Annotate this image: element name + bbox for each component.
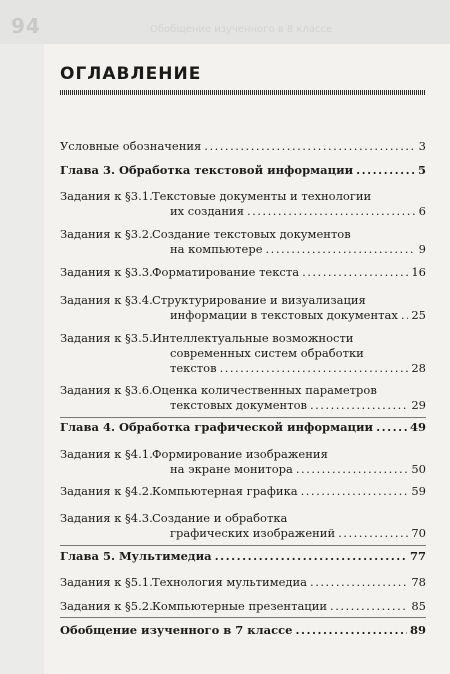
divider <box>60 417 426 418</box>
dot-leader <box>401 308 409 323</box>
toc-entry-page: 3 <box>418 139 426 153</box>
dot-leader <box>310 398 408 413</box>
toc-entry-title: Создание текстовых документов <box>152 227 351 241</box>
toc-entry-title: Глава 5. Мультимедиа <box>60 549 212 563</box>
toc-entry-title: Компьютерные презентации <box>152 599 328 613</box>
dot-leader <box>266 242 416 257</box>
toc-entry-page: 25 <box>411 308 426 322</box>
toc-entry-title: Формирование изображения <box>152 447 328 461</box>
toc-entry-page: 29 <box>411 398 426 412</box>
dot-leader <box>376 420 407 435</box>
toc-entry-page: 9 <box>418 242 426 256</box>
toc-entry-prefix: Задания к §5.2. <box>60 599 153 613</box>
toc-entry-page: 78 <box>411 575 426 589</box>
dot-leader <box>247 204 416 219</box>
dot-leader <box>356 163 415 178</box>
toc-entry-title: Обобщение изученного в 7 классе <box>60 623 293 637</box>
page-header <box>0 0 450 44</box>
toc-entry-prefix: Задания к §4.3. <box>60 511 153 525</box>
toc-entry-page: 89 <box>409 623 426 637</box>
toc-entry-page: 5 <box>417 163 426 177</box>
page-number: 94 <box>11 14 41 38</box>
toc-entry-page: 59 <box>411 484 426 498</box>
toc-entry-title: Условные обозначения <box>60 139 202 153</box>
toc-entry-page: 16 <box>411 265 426 279</box>
dot-leader <box>204 139 415 154</box>
toc-entry-title: графических изображений <box>170 526 336 540</box>
toc-entry-prefix: Задания к §3.3. <box>60 265 153 279</box>
dot-leader <box>296 462 409 477</box>
toc-entry-title: на экране монитора <box>170 462 293 476</box>
running-head: Обобщение изученного в 8 классе <box>150 24 333 35</box>
toc-entry-page: 70 <box>411 526 426 540</box>
dot-leader <box>310 575 408 590</box>
dot-leader <box>295 623 407 638</box>
toc-entry-title: современных систем обработки <box>170 346 364 360</box>
toc-entry-page: 28 <box>411 361 426 375</box>
dot-leader <box>220 361 409 376</box>
toc-entry-title: текстовых документов <box>170 398 307 412</box>
toc-entry-title: информации в текстовых документах <box>170 308 398 322</box>
toc-entry-prefix: Задания к §5.1. <box>60 575 153 589</box>
toc-entry-title: Структурирование и визуализация <box>152 293 366 307</box>
toc-entry-prefix: Задания к §4.2. <box>60 484 153 498</box>
toc-entry-title: Компьютерная графика <box>152 484 298 498</box>
toc-entry-page: 6 <box>418 204 426 218</box>
toc-entry-prefix: Задания к §3.1. <box>60 189 153 203</box>
page-title: ОГЛАВЛЕНИЕ <box>60 64 202 84</box>
toc-entry-title: Глава 4. Обработка графической информации <box>60 420 374 434</box>
dot-leader <box>301 484 409 499</box>
toc-entry-prefix: Задания к §3.2. <box>60 227 153 241</box>
toc-entry-page: 50 <box>411 462 426 476</box>
toc-entry-title: Оценка количественных параметров <box>152 383 377 397</box>
title-rule <box>60 90 426 95</box>
left-margin-strip <box>0 44 44 674</box>
toc-entry-prefix: Задания к §4.1. <box>60 447 153 461</box>
toc-entry-page: 85 <box>411 599 426 613</box>
divider <box>60 545 426 546</box>
dot-leader <box>215 549 407 564</box>
toc-entry-prefix: Задания к §3.5. <box>60 331 153 345</box>
dot-leader <box>302 265 408 280</box>
dot-leader <box>338 526 408 541</box>
toc-entry-title: Глава 3. Обработка текстовой информации <box>60 163 354 177</box>
toc-entry-title: текстов <box>170 361 217 375</box>
toc-entry-page: 49 <box>409 420 426 434</box>
toc-entry-title: Технология мультимедиа <box>152 575 308 589</box>
divider <box>60 617 426 618</box>
toc-entry-title: их создания <box>170 204 244 218</box>
toc-entry-title: Интеллектуальные возможности <box>152 331 354 345</box>
toc-entry-title: Текстовые документы и технологии <box>152 189 372 203</box>
toc-entry-page: 77 <box>409 549 426 563</box>
toc-entry-title: Форматирование текста <box>152 265 300 279</box>
toc-entry-title: Создание и обработка <box>152 511 288 525</box>
toc-entry-prefix: Задания к §3.6. <box>60 383 153 397</box>
toc-entry-prefix: Задания к §3.4. <box>60 293 153 307</box>
dot-leader <box>330 599 408 614</box>
toc-entry-title: на компьютере <box>170 242 263 256</box>
